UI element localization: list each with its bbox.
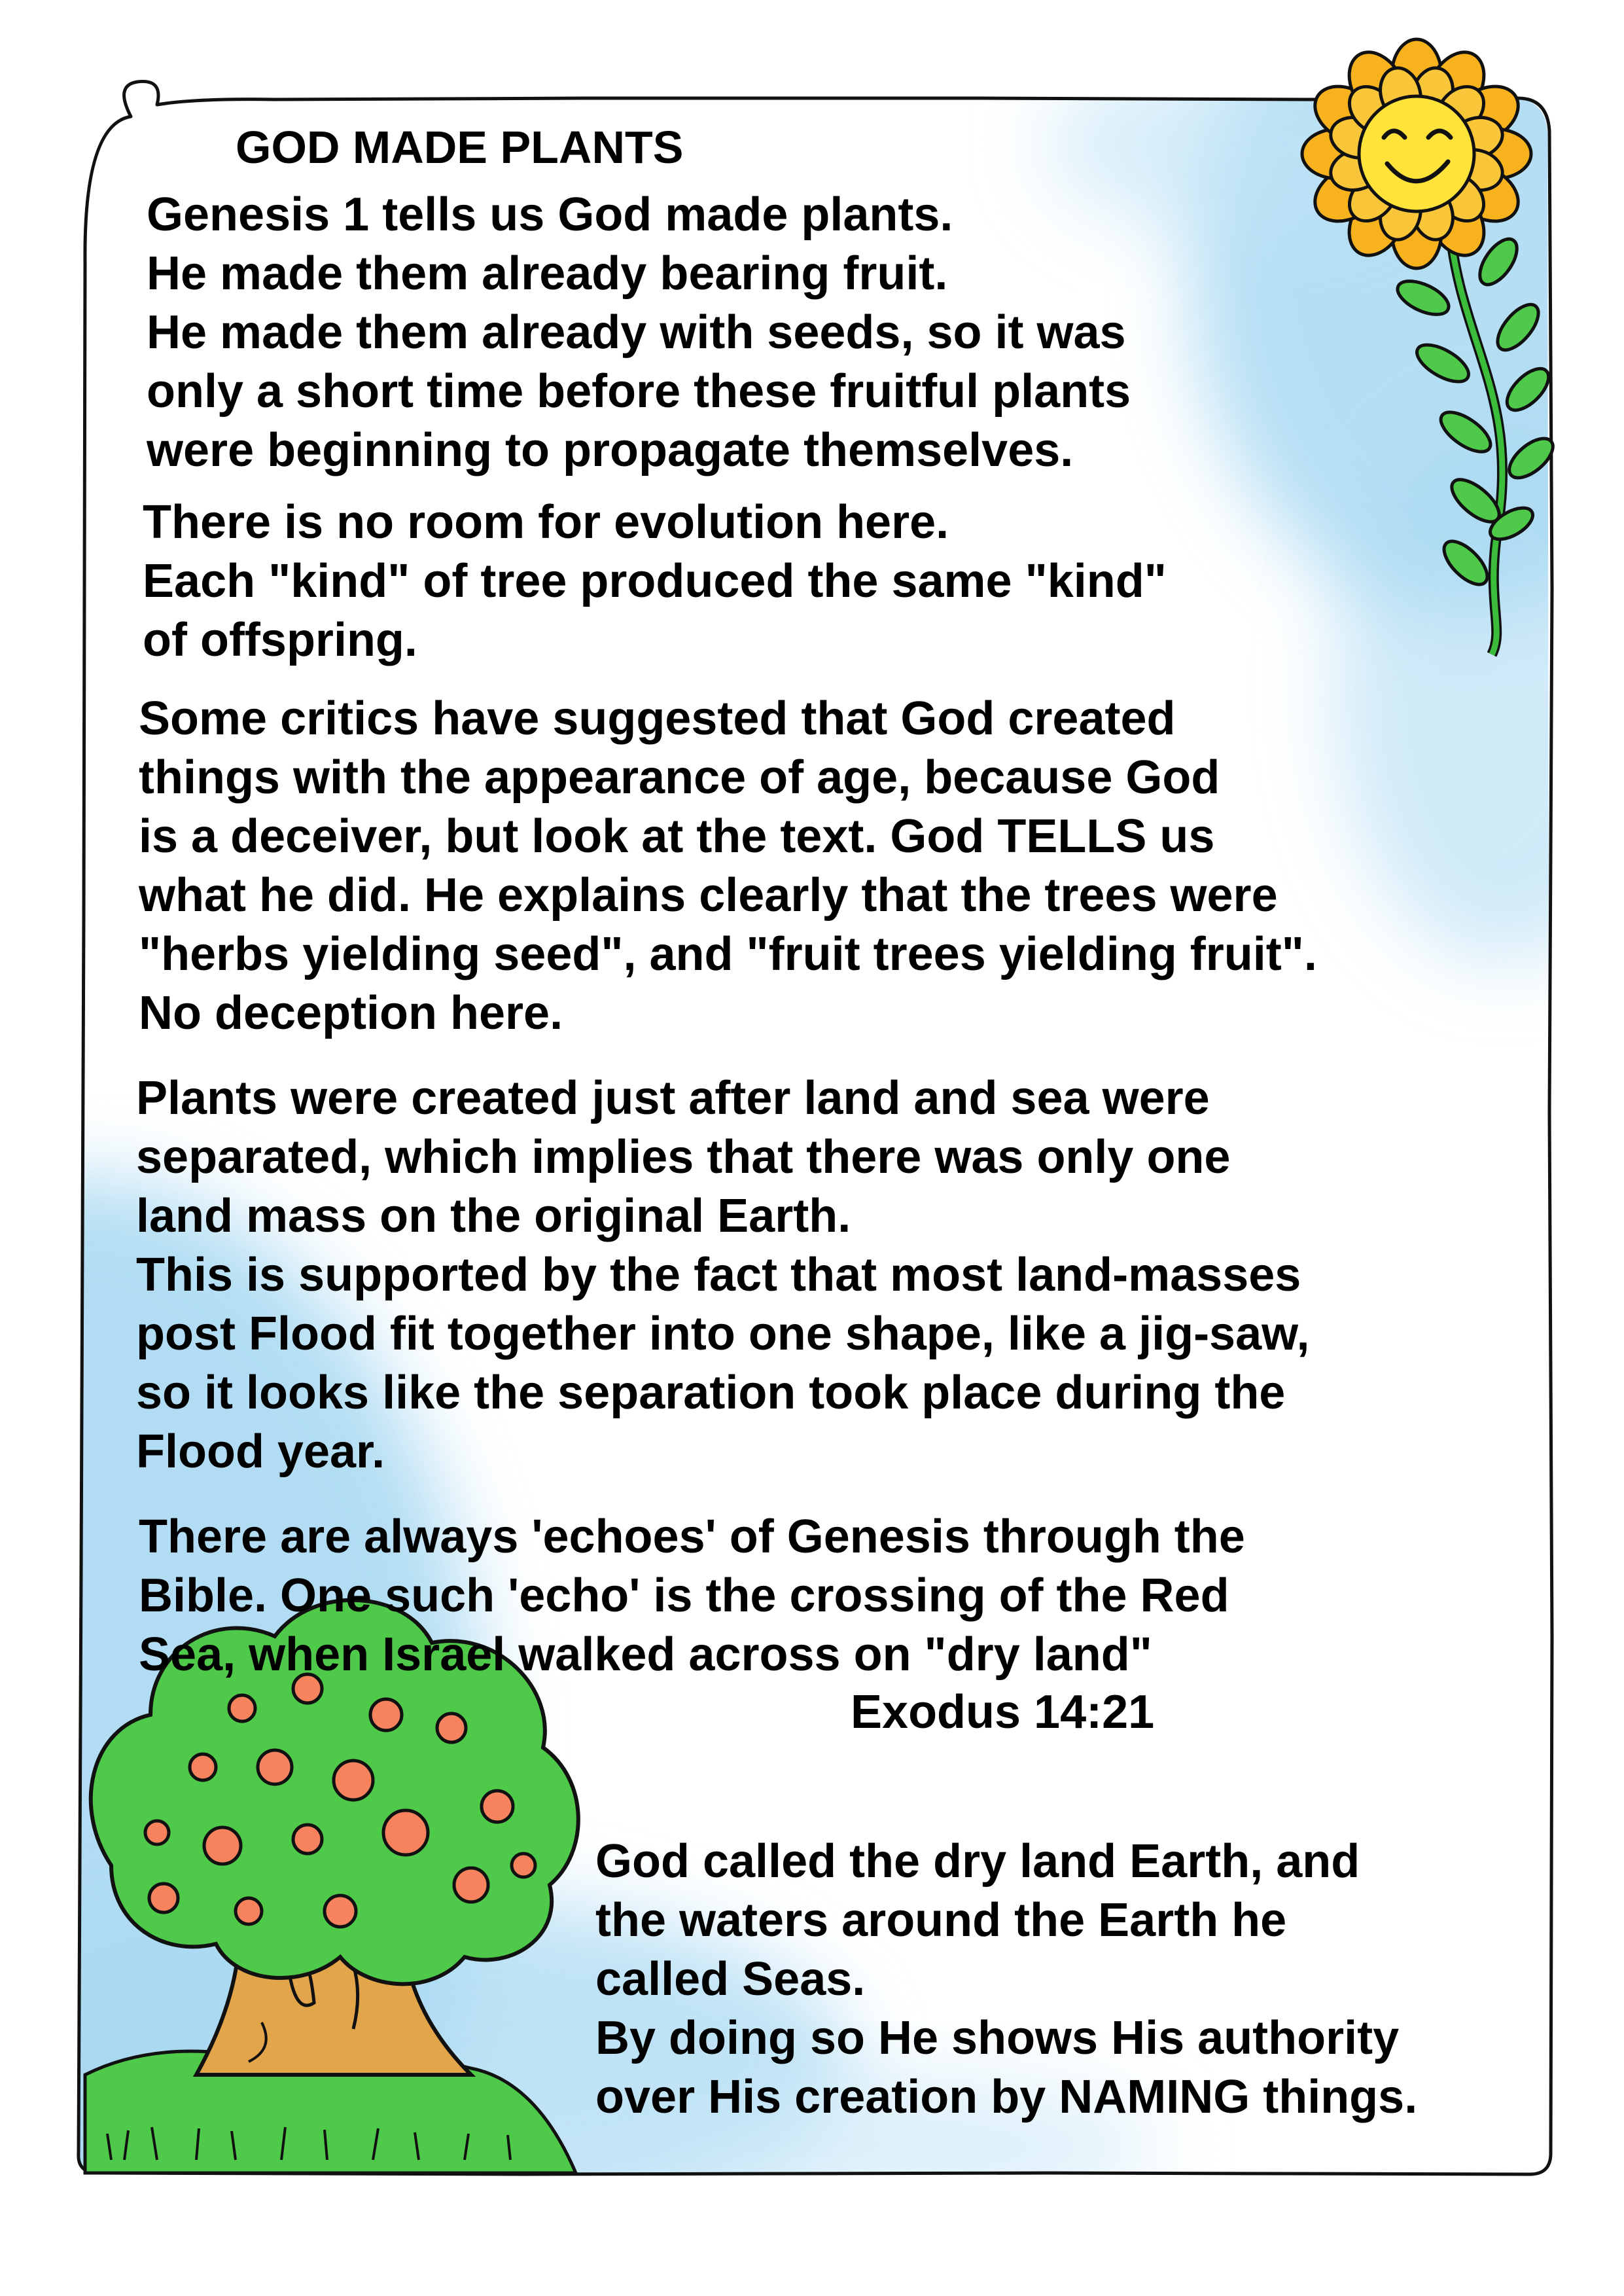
text-line: the waters around the Earth he <box>595 1894 1287 1946</box>
text-line: of offspring. <box>143 614 417 666</box>
text-line: Plants were created just after land and sea were <box>136 1072 1210 1124</box>
fruit-tree-icon <box>85 1600 578 2173</box>
text-line: only a short time before these fruitful plants <box>147 365 1131 418</box>
text-line: Genesis 1 tells us God made plants. <box>147 188 953 241</box>
text-line: separated, which implies that there was only one <box>136 1131 1231 1183</box>
text-line: There are always 'echoes' of Genesis through the <box>139 1511 1245 1563</box>
text-line: is a deceiver, but look at the text. God TELLS us <box>139 810 1215 863</box>
text-line: No deception here. <box>139 987 563 1039</box>
text-line: There is no room for evolution here. <box>143 496 949 548</box>
text-line: God called the dry land Earth, and <box>595 1835 1360 1888</box>
text-line: Some critics have suggested that God created <box>139 692 1176 745</box>
text-line: land mass on the original Earth. <box>136 1190 851 1242</box>
text-line: what he did. He explains clearly that the trees were <box>139 869 1278 922</box>
text-line: were beginning to propagate themselves. <box>147 424 1074 476</box>
text-line: Each "kind" of tree produced the same "kind" <box>143 555 1167 607</box>
text-line: He made them already with seeds, so it was <box>147 306 1126 359</box>
text-line: post Flood fit together into one shape, like a jig-saw, <box>136 1308 1310 1360</box>
text-line: He made them already bearing fruit. <box>147 247 948 300</box>
text-line: This is supported by the fact that most land-masses <box>136 1249 1301 1301</box>
text-line: By doing so He shows His authority <box>595 2012 1400 2064</box>
text-line: over His creation by NAMING things. <box>595 2071 1418 2123</box>
text-line: called Seas. <box>595 1953 866 2005</box>
text-line: so it looks like the separation took place during the <box>136 1367 1286 1419</box>
text-line: things with the appearance of age, because God <box>139 751 1220 804</box>
text-line: "herbs yielding seed", and "fruit trees yielding fruit". <box>139 928 1317 980</box>
text-line: Sea, when Israel walked across on "dry land" <box>139 1628 1152 1681</box>
scripture-reference: Exodus 14:21 <box>851 1686 1155 1738</box>
text-line: Flood year. <box>136 1426 385 1478</box>
page-title: GOD MADE PLANTS <box>236 122 684 173</box>
text-line: Bible. One such 'echo' is the crossing of the Red <box>139 1570 1229 1622</box>
